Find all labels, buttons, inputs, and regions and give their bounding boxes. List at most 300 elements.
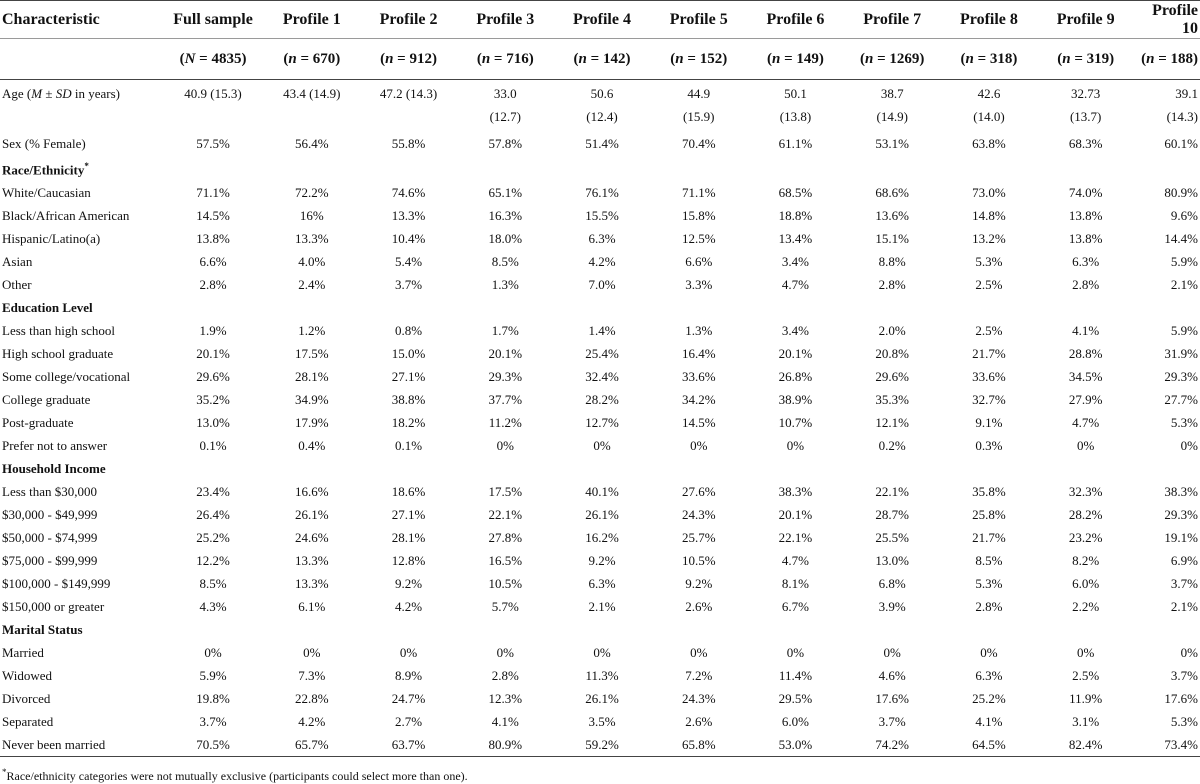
- sample-size-cell: (n = 318): [941, 39, 1038, 80]
- n-symbol: n: [385, 50, 394, 67]
- row-label: Sex (% Female): [2, 136, 86, 151]
- table-cell: 3.7%: [878, 714, 906, 730]
- table-cell: 0%: [883, 645, 901, 661]
- age-mean: 50.6: [590, 86, 614, 101]
- table-cell: 65.7%: [263, 733, 360, 757]
- table-cell: 6.3%: [1072, 254, 1100, 270]
- table-cell: 13.8%: [196, 231, 230, 247]
- table-cell: 68.6%: [875, 185, 909, 201]
- row-label: White/Caucasian: [2, 185, 91, 201]
- sd-symbol: SD: [55, 86, 72, 101]
- section-label-text: Marital Status: [2, 622, 83, 638]
- table-cell: 0%: [303, 645, 321, 661]
- age-mean: 33.0: [493, 86, 517, 101]
- table-cell: 8.1%: [781, 576, 810, 592]
- table-cell: 0.1%: [394, 438, 423, 454]
- table-cell: 5.9%: [1170, 323, 1198, 339]
- section-label-text: Education Level: [2, 300, 93, 316]
- section-label: [0, 296, 1200, 319]
- table-cell: 23.2%: [1068, 530, 1103, 546]
- table-row: [0, 250, 1200, 273]
- table-cell: 12.1%: [875, 415, 909, 431]
- table-cell: 1.3%: [685, 323, 713, 339]
- age-label-prefix: Age (: [2, 86, 32, 101]
- table-cell: 0%: [980, 645, 998, 661]
- age-sd: (14.3): [405, 86, 438, 101]
- table-cell: 13.3%: [295, 231, 329, 247]
- table-cell: 22.1%: [488, 507, 523, 523]
- table-cell: 24.3%: [681, 507, 716, 523]
- table-cell: 29.3%: [1164, 369, 1198, 385]
- n-symbol: n: [1062, 50, 1071, 67]
- table-cell: 16.4%: [681, 346, 716, 362]
- table-cell: 0%: [786, 438, 805, 454]
- table-cell: 6.8%: [878, 576, 906, 592]
- table-cell: 16.6%: [295, 484, 329, 500]
- table-cell: 4.2%: [298, 714, 326, 730]
- column-header: Profile 8: [941, 1, 1038, 39]
- row-label: Asian: [2, 254, 33, 270]
- table-cell: 3.9%: [878, 599, 906, 615]
- table-cell: 28.8%: [1068, 346, 1103, 362]
- table-cell: 25.8%: [972, 507, 1006, 523]
- table-cell: 6.7%: [781, 599, 810, 615]
- table-cell: 27.7%: [1164, 392, 1198, 408]
- table-cell: 32.7%: [972, 392, 1006, 408]
- row-label: College graduate: [2, 392, 91, 408]
- age-cell: [554, 80, 651, 133]
- table-cell: 32.4%: [585, 369, 619, 385]
- table-cell: 5.3%: [1170, 714, 1198, 730]
- table-cell: 59.2%: [554, 733, 651, 757]
- table-cell: 0%: [1077, 645, 1095, 661]
- row-label: High school graduate: [2, 346, 114, 362]
- n-value: 142: [602, 50, 626, 67]
- table-cell: 3.7%: [394, 277, 423, 293]
- age-sd: (14.3): [1166, 109, 1198, 124]
- table-cell: 2.8%: [878, 277, 906, 293]
- table-cell: 16.2%: [585, 530, 619, 546]
- table-cell: 6.3%: [975, 668, 1003, 684]
- age-cell: [163, 80, 264, 133]
- table-cell: 18.6%: [391, 484, 426, 500]
- table-cell: 26.1%: [585, 507, 619, 523]
- table-cell: 15.5%: [585, 208, 619, 224]
- table-cell: 6.6%: [685, 254, 713, 270]
- table-cell: 35.3%: [875, 392, 909, 408]
- row-label: $30,000 - $49,999: [2, 507, 98, 523]
- table-cell: 53.1%: [875, 136, 909, 151]
- table-cell: 14.5%: [681, 415, 716, 431]
- table-cell: 68.3%: [1068, 136, 1103, 151]
- table-cell: 7.2%: [685, 668, 713, 684]
- table-cell: 5.9%: [199, 668, 227, 684]
- table-cell: 56.4%: [295, 136, 329, 151]
- table-cell: 27.8%: [488, 530, 523, 546]
- table-cell: 21.7%: [972, 346, 1006, 362]
- table-cell: 2.8%: [199, 277, 227, 293]
- table-cell: 5.7%: [491, 599, 519, 615]
- table-cell: 2.1%: [1170, 599, 1198, 615]
- sample-size-cell: (N = 4835): [163, 39, 264, 80]
- table-cell: 8.2%: [1072, 553, 1100, 569]
- table-cell: 10.5%: [488, 576, 523, 592]
- table-cell: 6.0%: [1072, 576, 1100, 592]
- table-cell: 9.2%: [394, 576, 423, 592]
- table-cell: 10.5%: [681, 553, 716, 569]
- age-mean: 32.73: [1071, 86, 1101, 101]
- age-cell: [941, 80, 1038, 133]
- table-cell: 2.1%: [588, 599, 616, 615]
- table-cell: 28.2%: [585, 392, 619, 408]
- table-row: [0, 273, 1200, 296]
- table-cell: 8.5%: [975, 553, 1003, 569]
- table-cell: 0.2%: [878, 438, 906, 454]
- table-cell: 13.4%: [778, 231, 813, 247]
- table-cell: 3.7%: [1170, 576, 1198, 592]
- table-cell: 33.6%: [681, 369, 716, 385]
- n-symbol: n: [965, 50, 974, 67]
- table-cell: 16%: [299, 208, 324, 224]
- table-row: [0, 388, 1200, 411]
- table-cell: 8.9%: [394, 668, 423, 684]
- n-symbol: n: [1146, 50, 1155, 67]
- table-cell: 76.1%: [585, 185, 619, 201]
- footnote-marker: *: [84, 161, 89, 171]
- table-cell: 25.2%: [196, 530, 230, 546]
- table-cell: 27.9%: [1068, 392, 1103, 408]
- table-cell: 11.9%: [1069, 691, 1103, 707]
- table-cell: 5.4%: [394, 254, 423, 270]
- table-cell: 18.0%: [488, 231, 523, 247]
- row-label: $75,000 - $99,999: [2, 553, 98, 569]
- age-sd: (14.0): [973, 109, 1005, 124]
- sample-size-cell: (n = 319): [1037, 39, 1134, 80]
- age-cell: [747, 80, 844, 133]
- age-mean: 39.1: [1175, 86, 1198, 101]
- table-cell: 34.2%: [681, 392, 716, 408]
- table-cell: 24.6%: [295, 530, 329, 546]
- table-cell: 82.4%: [1037, 733, 1134, 757]
- age-label-suffix: in years): [71, 86, 120, 101]
- table-cell: 33.6%: [972, 369, 1006, 385]
- table-row: [0, 181, 1200, 204]
- n-symbol: n: [481, 50, 491, 67]
- table-cell: 1.9%: [199, 323, 227, 339]
- table-cell: 0%: [1077, 438, 1095, 454]
- table-cell: 74.2%: [844, 733, 941, 757]
- table-cell: 4.2%: [588, 254, 616, 270]
- table-cell: 4.7%: [1072, 415, 1100, 431]
- table-cell: 17.6%: [1164, 691, 1198, 707]
- table-cell: 11.4%: [778, 668, 813, 684]
- table-cell: 2.5%: [975, 323, 1003, 339]
- n-symbol: n: [865, 50, 874, 67]
- table-cell: 12.7%: [585, 415, 619, 431]
- table-cell: 2.2%: [1072, 599, 1100, 615]
- table-cell: 20.1%: [778, 346, 813, 362]
- table-cell: 37.7%: [488, 392, 523, 408]
- n-value: 4835: [211, 50, 242, 67]
- table-cell: 73.0%: [972, 185, 1006, 201]
- table-cell: 5.9%: [1170, 254, 1198, 270]
- column-header: Profile 6: [747, 1, 844, 39]
- table-cell: 22.1%: [875, 484, 909, 500]
- n-value: 670: [312, 50, 336, 67]
- row-label: Prefer not to answer: [2, 438, 108, 454]
- table-cell: 38.9%: [778, 392, 813, 408]
- column-header: Profile 2: [360, 1, 457, 39]
- table-cell: 0%: [786, 645, 805, 661]
- sample-size-cell: (n = 912): [360, 39, 457, 80]
- table-cell: 29.6%: [196, 369, 230, 385]
- column-header: Profile 1: [263, 1, 360, 39]
- sample-size-row: [0, 39, 1200, 80]
- table-cell: 13.3%: [391, 208, 426, 224]
- age-cell: [844, 80, 941, 133]
- table-cell: 21.7%: [972, 530, 1006, 546]
- table-cell: 22.1%: [778, 530, 813, 546]
- table-cell: 0.4%: [298, 438, 326, 454]
- table-cell: 3.7%: [1170, 668, 1198, 684]
- footnote-text: Race/ethnicity categories were not mutually exclusive (participants could select more than one).: [6, 769, 468, 784]
- table-cell: 16.3%: [488, 208, 523, 224]
- n-symbol: n: [772, 50, 781, 67]
- sample-size-cell: (n = 188): [1134, 39, 1200, 80]
- table-cell: 28.1%: [391, 530, 426, 546]
- table-row: [0, 595, 1200, 618]
- table-cell: 63.7%: [360, 733, 457, 757]
- n-symbol: n: [675, 50, 684, 67]
- section-label-text: Race/Ethnicity: [2, 162, 85, 178]
- section-header-row: [0, 618, 1200, 641]
- row-label: Separated: [2, 714, 54, 730]
- age-cell: [360, 80, 457, 133]
- section-label-text: Household Income: [2, 461, 106, 477]
- age-mean: 50.1: [784, 86, 807, 101]
- table-cell: 6.1%: [298, 599, 326, 615]
- table-cell: 2.6%: [685, 599, 713, 615]
- table-row: [0, 733, 1200, 757]
- table-row: [0, 342, 1200, 365]
- age-cell: [457, 80, 554, 133]
- table-cell: 23.4%: [196, 484, 230, 500]
- table-row: [0, 365, 1200, 388]
- table-cell: 53.0%: [747, 733, 844, 757]
- n-value: 152: [699, 50, 723, 67]
- sample-size-cell: (n = 1269): [844, 39, 941, 80]
- table-cell: 40.1%: [585, 484, 619, 500]
- table-cell: 38.3%: [1164, 484, 1198, 500]
- table-cell: 3.4%: [781, 323, 810, 339]
- table-cell: 9.2%: [588, 553, 616, 569]
- table-cell: 4.3%: [199, 599, 227, 615]
- table-cell: 4.0%: [298, 254, 326, 270]
- column-header: Full sample: [163, 1, 264, 39]
- age-sd: (14.9): [309, 86, 341, 101]
- table-cell: 17.5%: [488, 484, 523, 500]
- table-cell: 2.5%: [975, 277, 1003, 293]
- table-cell: 4.2%: [394, 599, 423, 615]
- table-cell: 2.8%: [1072, 277, 1100, 293]
- table-row: [0, 503, 1200, 526]
- column-header: Profile 4: [554, 1, 651, 39]
- table-cell: 25.4%: [585, 346, 619, 362]
- n-value: 149: [796, 50, 819, 67]
- table-cell: 70.5%: [163, 733, 264, 757]
- table-cell: 10.4%: [391, 231, 426, 247]
- table-cell: 0%: [204, 645, 222, 661]
- age-cell: [1134, 80, 1200, 133]
- table-cell: 29.3%: [488, 369, 523, 385]
- table-cell: 18.2%: [391, 415, 426, 431]
- table-cell: 26.8%: [778, 369, 813, 385]
- table-cell: 0%: [690, 438, 708, 454]
- table-row: [0, 687, 1200, 710]
- table-cell: 15.8%: [681, 208, 716, 224]
- n-symbol: n: [578, 50, 587, 67]
- table-cell: 8.5%: [199, 576, 227, 592]
- row-label: $150,000 or greater: [2, 599, 105, 615]
- plus-minus-symbol: ±: [42, 86, 56, 101]
- row-label: Black/African American: [2, 208, 130, 224]
- table-cell: 0%: [399, 645, 418, 661]
- sample-size-cell: (n = 152): [650, 39, 747, 80]
- row-label: Some college/vocational: [2, 369, 131, 385]
- table-cell: 68.5%: [778, 185, 813, 201]
- age-cell: [263, 80, 360, 133]
- table-cell: 13.3%: [295, 553, 329, 569]
- table-cell: 2.8%: [491, 668, 519, 684]
- table-cell: 7.0%: [588, 277, 616, 293]
- column-header: Profile 9: [1037, 1, 1134, 39]
- table-cell: 74.0%: [1068, 185, 1103, 201]
- table-cell: 65.8%: [650, 733, 747, 757]
- table-cell: 9.1%: [975, 415, 1003, 431]
- column-header-blank: [0, 39, 163, 80]
- footnote: [0, 767, 1200, 784]
- table-cell: 34.5%: [1068, 369, 1103, 385]
- table-cell: 4.1%: [491, 714, 519, 730]
- table-cell: 38.3%: [778, 484, 813, 500]
- row-label: $100,000 - $149,999: [2, 576, 111, 592]
- table-cell: 5.3%: [975, 254, 1003, 270]
- table-cell: 17.5%: [295, 346, 329, 362]
- section-header-row: [0, 155, 1200, 181]
- table-cell: 72.2%: [295, 185, 329, 201]
- table-cell: 13.0%: [196, 415, 230, 431]
- table-cell: 0.8%: [394, 323, 423, 339]
- table-cell: 14.4%: [1164, 231, 1198, 247]
- table-row: [0, 572, 1200, 595]
- table-cell: 26.1%: [585, 691, 619, 707]
- table-cell: 13.2%: [972, 231, 1006, 247]
- section-header-row: [0, 296, 1200, 319]
- table-cell: 17.6%: [875, 691, 909, 707]
- table-cell: 18.8%: [778, 208, 813, 224]
- table-cell: 0%: [1180, 645, 1198, 661]
- table-cell: 28.1%: [295, 369, 329, 385]
- age-sd: (12.4): [586, 109, 618, 124]
- table-cell: 0%: [690, 645, 708, 661]
- table-cell: 71.1%: [681, 185, 716, 201]
- n-value: 318: [989, 50, 1013, 67]
- table-cell: 15.1%: [875, 231, 909, 247]
- section-label: [0, 618, 1200, 641]
- table-row: [0, 710, 1200, 733]
- table-cell: 26.1%: [295, 507, 329, 523]
- table-cell: 5.3%: [1170, 415, 1198, 431]
- table-row: [0, 480, 1200, 503]
- table-cell: 51.4%: [585, 136, 619, 151]
- age-mean: 38.7: [880, 86, 904, 101]
- table-cell: 29.5%: [778, 691, 813, 707]
- table-cell: 2.4%: [298, 277, 326, 293]
- table-cell: 29.3%: [1164, 507, 1198, 523]
- sample-size-cell: (n = 670): [263, 39, 360, 80]
- table-cell: 0.3%: [975, 438, 1003, 454]
- n-value: 319: [1086, 50, 1110, 67]
- table-cell: 9.6%: [1170, 208, 1198, 224]
- table-cell: 0%: [593, 645, 611, 661]
- table-cell: 3.7%: [199, 714, 227, 730]
- row-label: $50,000 - $74,999: [2, 530, 98, 546]
- age-sd: (13.7): [1069, 109, 1102, 124]
- age-mean: 40.9: [184, 86, 208, 101]
- table-cell: 3.1%: [1072, 714, 1100, 730]
- age-mean: 42.6: [977, 86, 1001, 101]
- table-cell: 5.3%: [975, 576, 1003, 592]
- table-cell: 64.5%: [941, 733, 1038, 757]
- table-cell: 14.8%: [972, 208, 1006, 224]
- age-sd: (15.9): [683, 109, 715, 124]
- table-cell: 24.3%: [681, 691, 716, 707]
- row-label: Married: [2, 645, 44, 661]
- table-cell: 74.6%: [391, 185, 426, 201]
- table-cell: 38.8%: [391, 392, 426, 408]
- table-cell: 13.0%: [875, 553, 909, 569]
- table-cell: 1.4%: [588, 323, 616, 339]
- n-symbol: N: [184, 50, 196, 67]
- table-cell: 1.3%: [491, 277, 519, 293]
- table-cell: 2.7%: [394, 714, 423, 730]
- table-cell: 12.3%: [488, 691, 523, 707]
- table-cell: 16.5%: [488, 553, 523, 569]
- table-row: [0, 319, 1200, 342]
- table-cell: 6.0%: [781, 714, 810, 730]
- table-cell: 0%: [496, 645, 514, 661]
- table-cell: 80.9%: [1164, 185, 1198, 201]
- header-row: [0, 1, 1200, 39]
- table-cell: 0.1%: [199, 438, 227, 454]
- table-cell: 2.6%: [685, 714, 713, 730]
- table-cell: 20.1%: [488, 346, 523, 362]
- table-cell: 19.8%: [196, 691, 230, 707]
- table-cell: 17.9%: [295, 415, 329, 431]
- row-label: Other: [2, 277, 32, 293]
- table-cell: 26.4%: [196, 507, 230, 523]
- table-cell: 27.6%: [681, 484, 716, 500]
- table-cell: 1.7%: [491, 323, 519, 339]
- table-cell: 71.1%: [196, 185, 230, 201]
- table-row: [0, 411, 1200, 434]
- age-cell: [650, 80, 747, 133]
- table-row: [0, 434, 1200, 457]
- table-cell: 32.3%: [1068, 484, 1103, 500]
- table-cell: 34.9%: [295, 392, 329, 408]
- table-cell: 4.7%: [781, 277, 810, 293]
- table-cell: 63.8%: [972, 136, 1006, 151]
